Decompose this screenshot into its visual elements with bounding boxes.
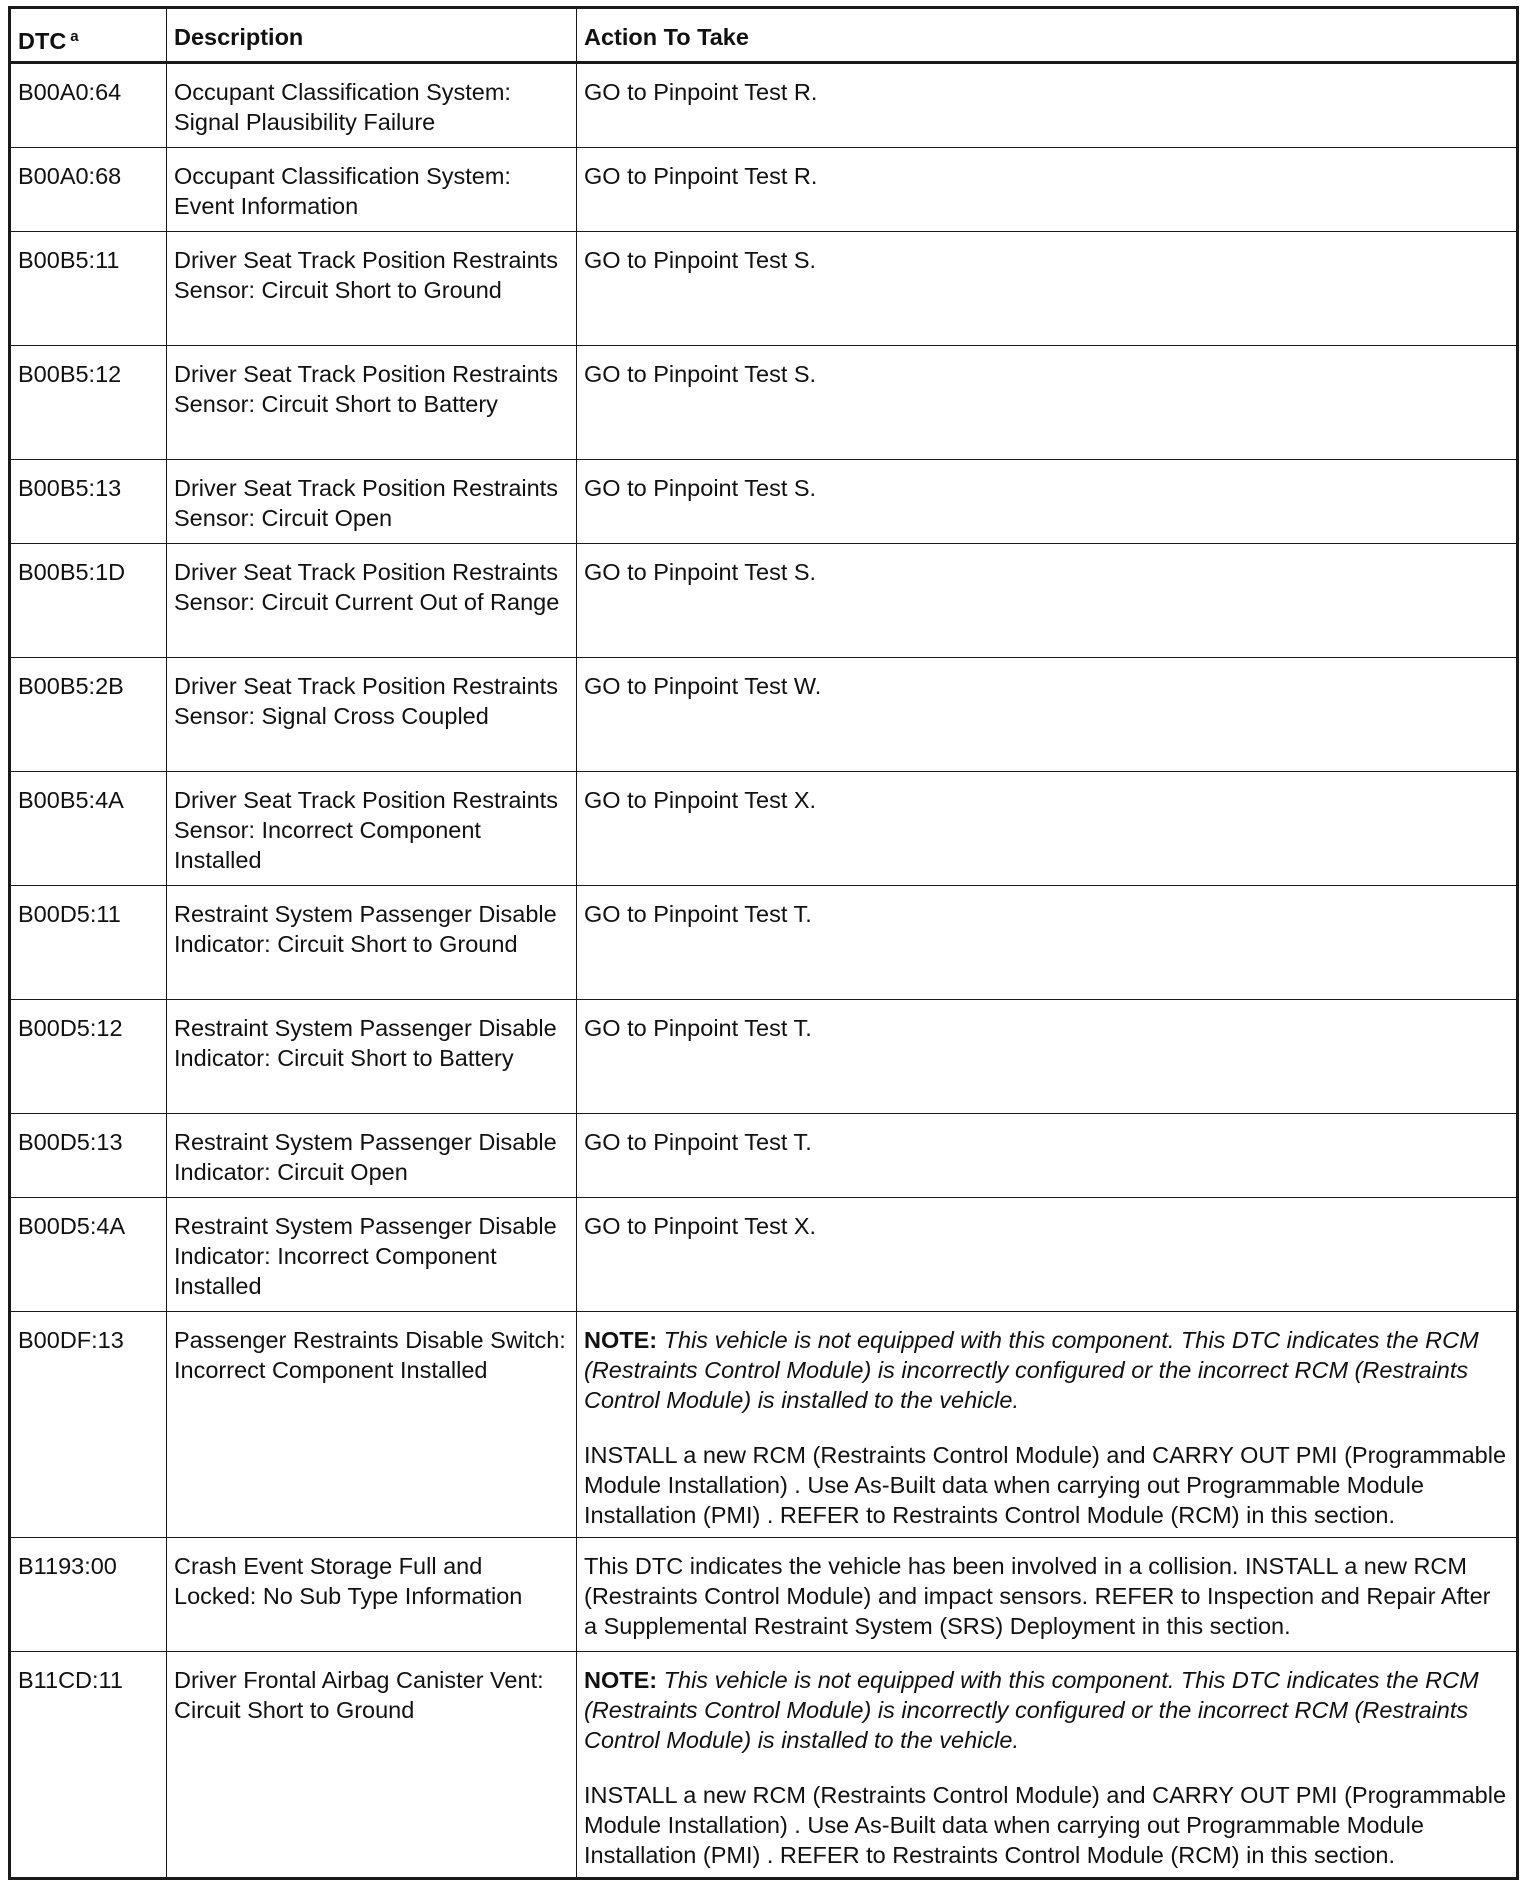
action-cell: This DTC indicates the vehicle has been involved in a collision. INSTALL a new RCM (Restraints Control Module) and impact sensors. REFER to Inspection and Repair After a Supplemental Restraint System (SRS) Deployment in this section. xyxy=(577,1538,1518,1652)
action-cell: GO to Pinpoint Test R. xyxy=(577,148,1518,232)
description-cell: Driver Seat Track Position Restraints Sensor: Signal Cross Coupled xyxy=(167,658,577,772)
dtc-code-cell: B00B5:1D xyxy=(10,544,167,658)
action-cell: GO to Pinpoint Test R. xyxy=(577,63,1518,148)
description-cell: Restraint System Passenger Disable Indicator: Circuit Short to Battery xyxy=(167,1000,577,1114)
dtc-table xyxy=(8,6,1519,1880)
table-row xyxy=(10,886,1518,1000)
action-cell: GO to Pinpoint Test X. xyxy=(577,772,1518,886)
note-label: NOTE: xyxy=(584,1327,658,1353)
action-cell: GO to Pinpoint Test T. xyxy=(577,886,1518,1000)
dtc-code-cell: B11CD:11 xyxy=(10,1652,167,1879)
note-text: This vehicle is not equipped with this component. This DTC indicates the RCM (Restraints Control Module) is incorrectly configured or the incorrect RCM (Restraints Control Module) is installed to the vehicle. xyxy=(584,1667,1479,1753)
action-cell: GO to Pinpoint Test S. xyxy=(577,232,1518,346)
description-column-header: Description xyxy=(167,8,577,63)
description-cell: Occupant Classification System: Event Information xyxy=(167,148,577,232)
dtc-code-cell: B00DF:13 xyxy=(10,1312,167,1538)
table-row xyxy=(10,658,1518,772)
action-cell xyxy=(577,1312,1518,1538)
description-cell: Driver Seat Track Position Restraints Sensor: Circuit Short to Battery xyxy=(167,346,577,460)
action-cell: GO to Pinpoint Test X. xyxy=(577,1198,1518,1312)
table-row xyxy=(10,1198,1518,1312)
note-paragraph xyxy=(584,1665,1509,1755)
description-cell: Crash Event Storage Full and Locked: No Sub Type Information xyxy=(167,1538,577,1652)
description-cell: Passenger Restraints Disable Switch: Incorrect Component Installed xyxy=(167,1312,577,1538)
description-cell: Driver Seat Track Position Restraints Sensor: Circuit Current Out of Range xyxy=(167,544,577,658)
action-cell: GO to Pinpoint Test T. xyxy=(577,1000,1518,1114)
dtc-code-cell: B00D5:11 xyxy=(10,886,167,1000)
dtc-code-cell: B00B5:4A xyxy=(10,772,167,886)
action-cell: GO to Pinpoint Test S. xyxy=(577,346,1518,460)
description-cell: Driver Seat Track Position Restraints Sensor: Incorrect Component Installed xyxy=(167,772,577,886)
description-cell: Occupant Classification System: Signal Plausibility Failure xyxy=(167,63,577,148)
action-cell: GO to Pinpoint Test T. xyxy=(577,1114,1518,1198)
dtc-code-cell: B00A0:64 xyxy=(10,63,167,148)
action-instructions: INSTALL a new RCM (Restraints Control Module) and CARRY OUT PMI (Programmable Module Installation) . Use As-Built data when carrying out Programmable Module Installation (PMI) . REFER to Restraints Control Module (RCM) in this section. xyxy=(584,1782,1507,1868)
dtc-code-cell: B00D5:4A xyxy=(10,1198,167,1312)
description-cell: Restraint System Passenger Disable Indicator: Circuit Open xyxy=(167,1114,577,1198)
dtc-footnote-marker: a xyxy=(70,28,79,45)
table-row xyxy=(10,544,1518,658)
description-cell: Restraint System Passenger Disable Indicator: Incorrect Component Installed xyxy=(167,1198,577,1312)
dtc-code-cell: B00B5:2B xyxy=(10,658,167,772)
action-cell: GO to Pinpoint Test W. xyxy=(577,658,1518,772)
table-row xyxy=(10,1114,1518,1198)
note-text: This vehicle is not equipped with this component. This DTC indicates the RCM (Restraints Control Module) is incorrectly configured or the incorrect RCM (Restraints Control Module) is installed to the vehicle. xyxy=(584,1327,1479,1413)
table-row xyxy=(10,148,1518,232)
dtc-code-cell: B00A0:68 xyxy=(10,148,167,232)
table-row xyxy=(10,232,1518,346)
table-row xyxy=(10,460,1518,544)
table-header-row xyxy=(10,8,1518,63)
dtc-column-header xyxy=(10,8,167,63)
table-row xyxy=(10,772,1518,886)
dtc-code-cell: B00B5:12 xyxy=(10,346,167,460)
dtc-header-label: DTC xyxy=(18,28,67,54)
dtc-code-cell: B00D5:13 xyxy=(10,1114,167,1198)
action-column-header: Action To Take xyxy=(577,8,1518,63)
note-label: NOTE: xyxy=(584,1667,658,1693)
dtc-code-cell: B00D5:12 xyxy=(10,1000,167,1114)
action-cell: GO to Pinpoint Test S. xyxy=(577,544,1518,658)
table-row xyxy=(10,1000,1518,1114)
description-cell: Driver Seat Track Position Restraints Sensor: Circuit Short to Ground xyxy=(167,232,577,346)
table-row xyxy=(10,1652,1518,1879)
table-row xyxy=(10,1538,1518,1652)
action-instructions: INSTALL a new RCM (Restraints Control Module) and CARRY OUT PMI (Programmable Module Installation) . Use As-Built data when carrying out Programmable Module Installation (PMI) . REFER to Restraints Control Module (RCM) in this section. xyxy=(584,1442,1507,1528)
table-row xyxy=(10,63,1518,148)
description-cell: Restraint System Passenger Disable Indicator: Circuit Short to Ground xyxy=(167,886,577,1000)
dtc-code-cell: B00B5:13 xyxy=(10,460,167,544)
action-cell: GO to Pinpoint Test S. xyxy=(577,460,1518,544)
description-cell: Driver Frontal Airbag Canister Vent: Circuit Short to Ground xyxy=(167,1652,577,1879)
note-paragraph xyxy=(584,1325,1509,1415)
table-row xyxy=(10,1312,1518,1538)
table-row xyxy=(10,346,1518,460)
action-cell xyxy=(577,1652,1518,1879)
dtc-code-cell: B1193:00 xyxy=(10,1538,167,1652)
dtc-code-cell: B00B5:11 xyxy=(10,232,167,346)
description-cell: Driver Seat Track Position Restraints Sensor: Circuit Open xyxy=(167,460,577,544)
